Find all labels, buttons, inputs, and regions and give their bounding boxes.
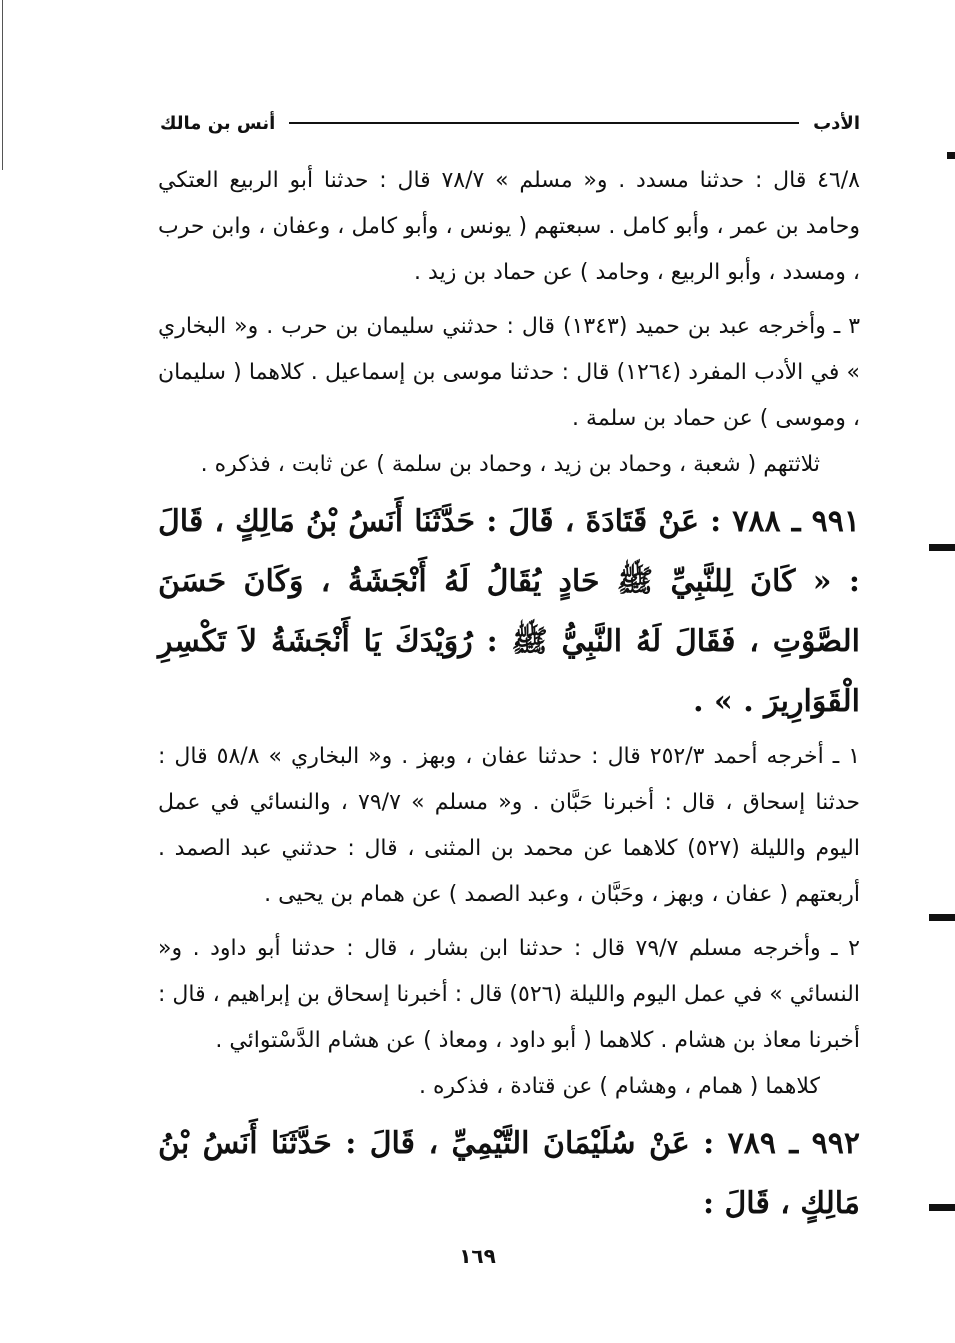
margin-mark [929, 1204, 955, 1211]
paragraph-takhrij-1: ١ ـ أخرجه أحمد ٢٥٢/٣ قال : حدثنا عفان ، وبهز . و« البخاري » ٥٨/٨ قال : حدثنا إسحاق ، قال : أخبرنا حَبَّان . و« مسلم » ٧٩/٧ ، والنسائي في عمل اليوم والليلة (٥٢٧) كلاهما عن محمد بن المثنى ، قال : حدثني عبد الصمد . أربعتهم ( عفان ، وبهز ، وحَبَّان ، وعبد الصمد ) عن همام بن يحيى . [158, 744, 861, 907]
paragraph-takhrij-continuation: ٤٦/٨ قال : حدثنا مسدد . و« مسلم » ٧٨/٧ قال : حدثنا أبو الربيع العتكي وحامد بن عمر ، وأبو كامل . سبعتهم ( يونس ، وأبو كامل ، وعفان ، وابن حرب ، ومسدد ، وأبو الربيع ، وحامد ) عن حماد بن زيد . [158, 168, 860, 285]
paragraph-takhrij-3: ٣ ـ وأخرجه عبد بن حميد (١٣٤٣) قال : حدثني سليمان بن حرب . و« البخاري » في الأدب المفرد (١٢٦٤) قال : حدثنا موسى بن إسماعيل . كلاهما ( سليمان ، وموسى ) عن حماد بن سلمة . [158, 314, 861, 431]
margin-mark [929, 914, 955, 921]
paragraph-takhrij-2: ٢ ـ وأخرجه مسلم ٧٩/٧ قال : حدثنا ابن بشار ، قال : حدثنا أبو داود . و« النسائي » في عمل اليوم والليلة (٥٢٦) قال : أخبرنا إسحاق بن إبراهيم ، قال : أخبرنا معاذ بن هشام . كلاهما ( أبو داود ، ومعاذ ) عن هشام الدَّسْتوائي . [158, 936, 860, 1053]
header-rule [289, 122, 799, 124]
hadith-991: ٩٩١ ـ ٧٨٨ : عَنْ قَتَادَةَ ، قَالَ : حَدَّثَنَا أَنَسُ بْنُ مَالِكٍ ، قَالَ : « كَانَ لِلنَّبِيِّ ﷺ حَادٍ يُقَالُ لَهُ أَنْجَشَةُ ، وَكَانَ حَسَنَ الصَّوْتِ ، فَقَالَ لَهُ النَّبِيُّ ﷺ : رُوَيْدَكَ يَا أَنْجَشَةُ لاَ تَكْسِرِ الْقَوَارِيرَ . » . [158, 504, 860, 719]
header-chapter-title: الأدب [813, 112, 860, 134]
scan-edge-line [2, 0, 3, 170]
hadith-992: ٩٩٢ ـ ٧٨٩ : عَنْ سُلَيْمَانَ التَّيْمِيِّ ، قَالَ : حَدَّثَنَا أَنَسُ بْنُ مَالِكٍ ، قَالَ : [158, 1126, 860, 1221]
running-header [160, 108, 860, 138]
paragraph-summary: ثلاثتهم ( شعبة ، وحماد بن زيد ، وحماد بن سلمة ) عن ثابت ، فذكره . [200, 452, 820, 477]
page-number: ١٦٩ [459, 1244, 496, 1268]
margin-mark [947, 152, 955, 159]
paragraph-summary-2: كلاهما ( همام ، وهشام ) عن قتادة ، فذكره . [419, 1074, 820, 1099]
header-book-title: أنس بن مالك [160, 112, 276, 134]
margin-mark [929, 544, 955, 551]
page-content [158, 158, 860, 1236]
